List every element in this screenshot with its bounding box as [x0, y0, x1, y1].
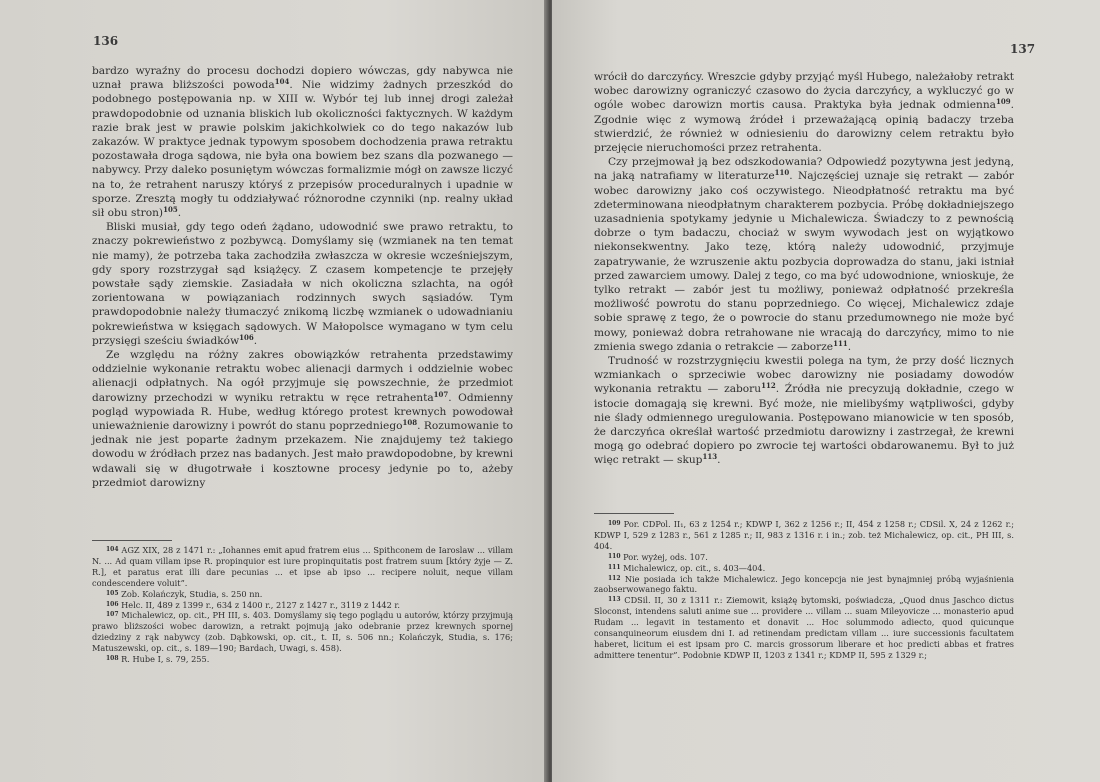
text-run: Czy przejmował ją bez odszkodowania? Odpowiedź pozytywna jest jedyną, na jaką natrafiamy w literaturze: [594, 156, 1014, 183]
footnotes: [92, 545, 513, 665]
text-run: .: [717, 454, 721, 467]
text-run: . Rozumowanie to jednak nie jest poparte żadnym przekazem. Nie znajdujemy też takiego dowodu w źródłach przez nas badanych. Jest mało prawdopodobne, by krewni wdawali się w długotrwałe i kosztowne procesy jedynie po to, ażeby przedmiot darowizny: [92, 420, 513, 489]
paragraph: [594, 155, 1014, 354]
text-run: . Nie widzimy żadnych przeszkód do podobnego postępowania np. w XIII w. Wybór tej lub innej drogi zależał prawdopodobnie od uznania bliskich lub okoliczności faktycznych. W każdym razie brak jest w prawie polskim jakichkolwiek co do tego nakazów lub zakazów. W praktyce jednak typowym sposobem dochodzenia prawa retraktu pozostawała droga sądowa, nie była ona bowiem bez szans dla pozwanego — nabywcy. Przy daleko posuniętym wówczas formalizmie mógł on zawsze liczyć na to, że retrahent naruszy któryś z przepisów proceduralnych i upadnie w sporze. Zresztą mogły tu oddziaływać różnorodne czynniki (np. realny układ sił obu stron): [92, 79, 513, 220]
footnote-text: Michalewicz, op. cit., s. 403—404.: [620, 562, 766, 573]
text-run: . Najczęściej uznaje się retrakt — zabór wobec darowizny jako coś oczywistego. Nieodpłatność retraktu ma być zdeterminowana nieodpłatnym charakterem pozbycia. Próbę dokładniejszego uzasadnienia spotykamy jedynie u Michalewicza. Świadczy to z pewnością dobrze o tym badaczu, chociaż w swym wywodach jest on wyjątkowo niekonsekwentny. Jako tezę, którą należy udowodnić, przyjmuje zapatrywanie, że wzruszenie aktu pozbycia doprowadza do stanu, jaki istniał przed zawarciem umowy. Dalej z tego, co ma być udowodnione, wnioskuje, że tylko retrakt — zabór jest tu możliwy, ponieważ odpłatność przekreśla możliwość powrotu do stanu poprzedniego. Co więcej, Michalewicz zdaje sobie sprawę z tego, że o powrocie do stanu przedumownego nie może być mowy, ponieważ dobra retrahowane nie wracają do darczyńcy, mimo to nie zmienia swego zdania o retrakcie — zaborze: [594, 170, 1014, 353]
footnote: [92, 545, 513, 589]
footnote: [594, 574, 1014, 596]
footnote-ref: 108: [402, 418, 418, 428]
footnote-number: 108: [106, 655, 119, 663]
footnote-text: Michalewicz, op. cit., PH III, s. 403. Domyślamy się tego poglądu u autorów, którzy przyjmują prawo bliższości wobec darowizn, a retrakt pojmują jako odebranie przez krewnych spornej dziedziny z rąk nabywcy (zob. Dąbkowski, op. cit., t. II, s. 506 nn.; Kolańczyk, Studia, s. 176; Matuszewski, op. cit., s. 189—190; Bardach, Uwagi, s. 458).: [92, 610, 513, 654]
footnote-number: 110: [608, 552, 621, 560]
footnote-number: 105: [106, 589, 119, 597]
footnote-number: 111: [608, 563, 621, 571]
text-run: wrócił do darczyńcy. Wreszcie gdyby przyjąć myśl Hubego, należałoby retrakt wobec darowizny ograniczyć czasowo do życia darczyńcy, a wykluczyć go w ogóle wobec darowizn mortis causa. Praktyka była jednak odmienna: [594, 71, 1014, 112]
text-run: . Zgodnie więc z wymową źródeł i przeważającą opinią badaczy trzeba stwierdzić, że również w odniesieniu do darowizny celem retraktu było przejęcie nieruchomości przez retrahenta.: [594, 99, 1014, 155]
footnote-text: Helc. II, 489 z 1399 r., 634 z 1400 r., 2127 z 1427 r., 3119 z 1442 r.: [118, 599, 401, 610]
footnote-text: Por. wyżej, ods. 107.: [620, 551, 708, 562]
main-text: [594, 70, 1014, 468]
footnote-ref: 109: [996, 97, 1011, 107]
footnote-number: 104: [106, 546, 119, 553]
footnotes: [594, 519, 1014, 661]
footnote-number: 113: [608, 596, 621, 604]
footnote-ref: 112: [761, 381, 776, 391]
text-run: . Odmienny pogląd wypowiada R. Hube, według którego protest krewnych powodował unieważnienie darowizny i powrót do stanu poprzedniego: [92, 391, 513, 433]
footnote-text: CDSil. II, 30 z 1311 r.: Ziemowit, książę bytomski, poświadcza, „Quod dnus Jaschco dictus Sloconst, intendens saluti anime sue ... providere ... villam ... suam Mileyovicze ... monasterio apud Rudam ... legavit in testamento et donavit ... Hoc solummodo adiecto, quod quicunque consanquineorum eiusdem dni I. ad retinendam predictam villam ... iure successionis facultatem haberet, licitum ei est ipsam pro C. marcis grossorum liberare et hoc predicti abbas et fratres admittere tenentur”. Podobnie KDWP II, 1203 z 1341 r.; KDMP II, 595 z 1329 r.;: [594, 595, 1014, 660]
footnote: [594, 563, 1014, 574]
footnote-ref: 105: [163, 205, 178, 215]
main-text: [92, 64, 513, 490]
page-number: 137: [1010, 42, 1036, 56]
footnote: [594, 595, 1014, 660]
text-run: Trudność w rozstrzygnięciu kwestii polega na tym, że przy dość licznych wzmiankach o sprzeciwie wobec darowizny nie posiadamy dowodów wykonania retraktu — zaboru: [594, 355, 1014, 396]
text-run: Ze względu na różny zakres obowiązków retrahenta przedstawimy oddzielnie wykonanie retraktu wobec alienacji darmych i oddzielnie wobec alienacji odpłatnych. Na ogół przyjmuje się powszechnie, że przedmiot darowizny przechodzi w wyniku retraktu w ręce retrahenta: [92, 349, 513, 404]
footnote: [92, 589, 513, 600]
footnote-ref: 107: [433, 389, 449, 399]
paragraph: [92, 64, 513, 220]
footnote: [594, 519, 1014, 552]
footnote-text: Nie posiada ich także Michalewicz. Jego koncepcja nie jest bynajmniej próbą wyjaśnienia zaobserwowanego faktu.: [594, 573, 1014, 595]
footnote-ref: 104: [274, 77, 290, 87]
footnote-number: 106: [106, 600, 119, 608]
paragraph: [594, 70, 1014, 155]
left-page: [0, 0, 548, 782]
footnote-ref: 106: [239, 332, 254, 342]
footnote-text: R. Hube I, s. 79, 255.: [118, 654, 210, 665]
footnote-number: 112: [608, 574, 621, 582]
footnote: [92, 610, 513, 654]
footnote-divider: [92, 540, 172, 541]
text-run: .: [253, 334, 258, 347]
footnote-ref: 113: [702, 452, 718, 462]
footnote-number: 109: [608, 520, 621, 527]
paragraph: [594, 354, 1014, 468]
text-run: Bliski musiał, gdy tego odeń żądano, udowodnić swe prawo retraktu, to znaczy pokrewieństwo z pozbywcą. Domyślamy się (wzmianek na ten temat nie mamy), że potrzeba taka zachodziła zwłaszcza w okresie wcześniejszym, gdy spory rozstrzygał sąd książęcy. Z czasem kompetencje te przejęły powstałe sądy ziemskie. Zasiadała w nich okoliczna szlachta, na ogół zorientowana w powiązaniach rodzinnych swych sąsiadów. Tym prawdopodobnie należy tłumaczyć znikomą liczbę wzmianek o udowadnianiu pokrewieństwa w księgach sądowych. W Małopolsce wymagano w tym celu przysięgi sześciu świadków: [92, 221, 513, 347]
paragraph: [92, 220, 513, 348]
footnote-text: Zob. Kolańczyk, Studia, s. 250 nn.: [118, 588, 263, 599]
footnote-text: AGZ XIX, 28 z 1471 r.: „Iohannes emit apud fratrem eius ... Spithconem de Iaroslaw ... villam N. ... Ad quam villam ipse R. propinquior est iure propinquitatis post fratrem suum [który żyje — Z. R.], et paratus erat illi dare pecunias ... et ipse ab ipso ... recipere noluit, neque villam condescendere voluit”.: [92, 545, 513, 588]
text-run: . Źródła nie precyzują dokładnie, czego w istocie domagają się krewni. Być może, nie mielibyśmy wątpliwości, gdyby nie ślady odmiennego uregulowania. Postępowano mianowicie w ten sposób, że darczyńca określał wartość przedmiotu darowizny i zastrzegał, że krewni mogą go odebrać dopiero po zwrocie tej wartości obdarowanemu. Był to już więc retrakt — skup: [594, 383, 1014, 467]
footnote-number: 107: [106, 611, 119, 619]
footnote-ref: 110: [774, 168, 790, 178]
footnote-ref: 111: [833, 338, 848, 348]
footnote-divider: [594, 513, 674, 514]
text-run: .: [177, 207, 182, 220]
paragraph: [92, 348, 513, 490]
footnote: [594, 552, 1014, 563]
footnote: [92, 600, 513, 611]
text-run: .: [847, 340, 852, 353]
text-run: bardzo wyraźny do procesu dochodzi dopiero wówczas, gdy nabywca nie uznał prawa bliższości powoda: [92, 65, 513, 92]
footnote-text: Por. CDPol. II₁, 63 z 1254 r.; KDWP I, 362 z 1256 r.; II, 454 z 1258 r.; CDSil. X, 24 z 1262 r.; KDWP I, 529 z 1283 r., 561 z 1285 r.; II, 983 z 1316 r. i in.; zob. też Michalewicz, op. cit., PH III, s. 404.: [594, 519, 1014, 551]
page-number: 136: [93, 34, 119, 48]
right-page: [552, 0, 1100, 782]
footnote: [92, 654, 513, 665]
